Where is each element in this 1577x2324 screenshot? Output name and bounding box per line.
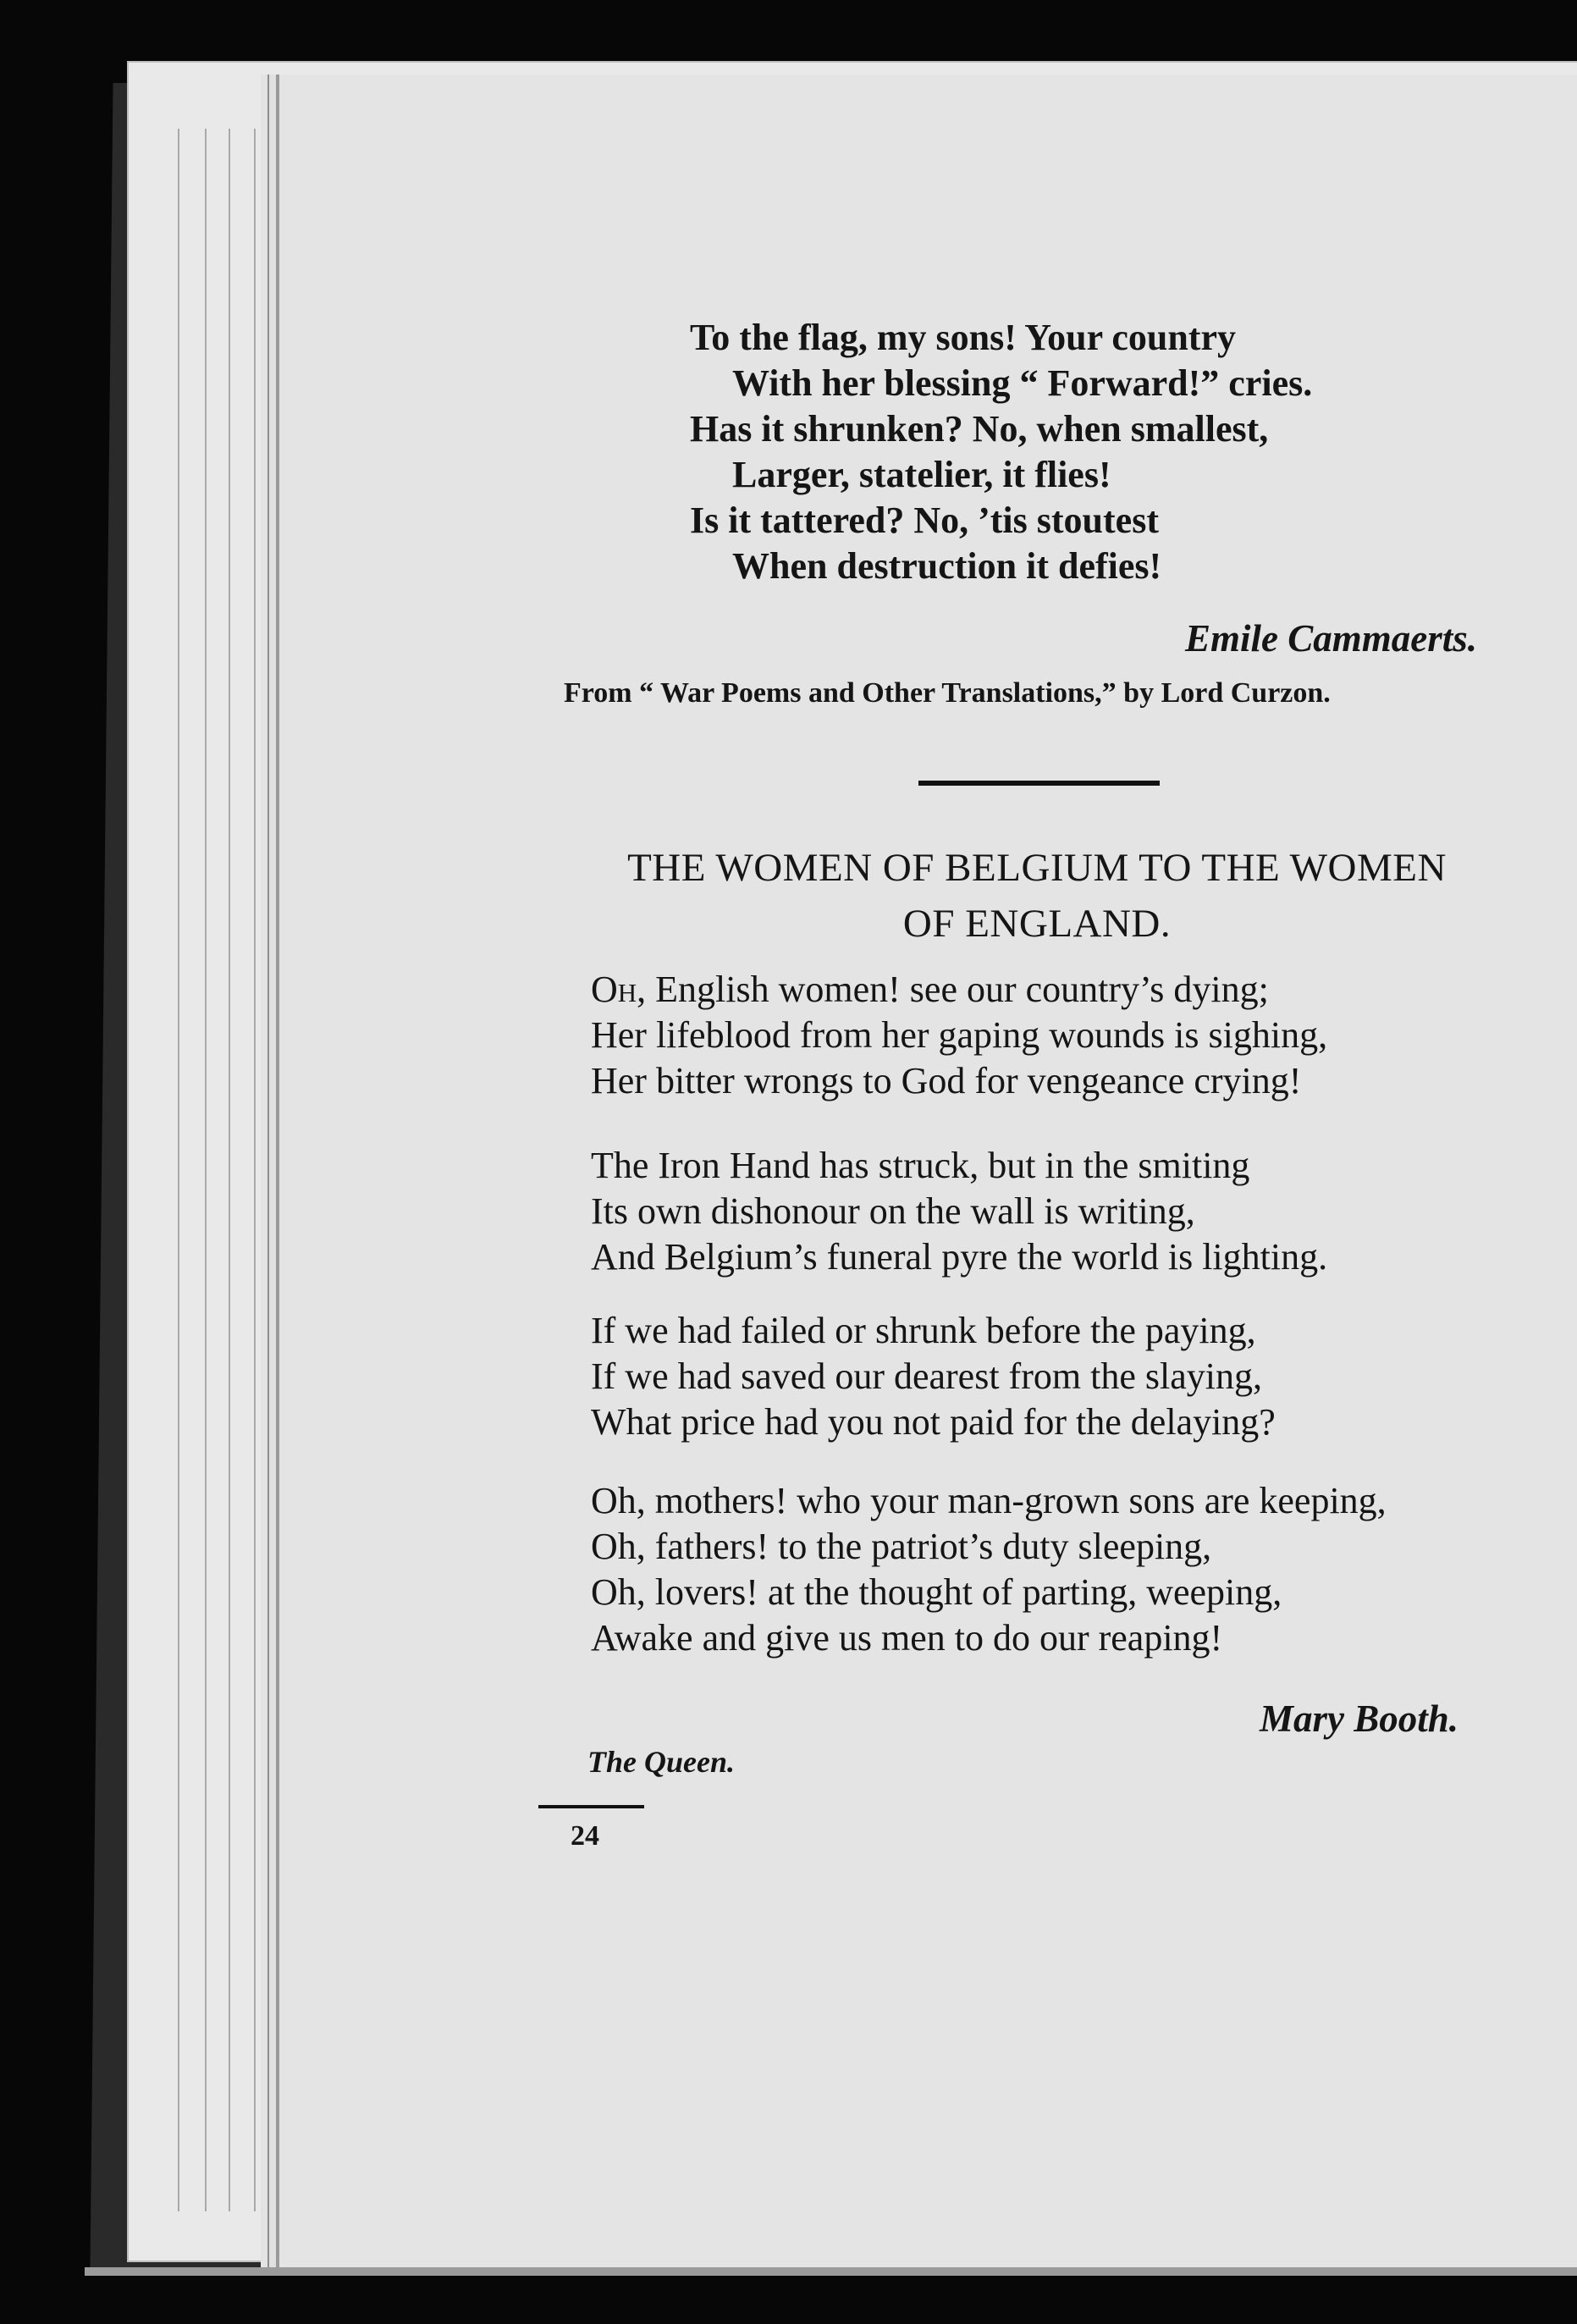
poem-line: Oh, mothers! who your man-grown sons are keeping, (591, 1480, 1387, 1521)
page-edge-line (178, 129, 179, 2211)
poem-line: Is it tattered? No, ’tis stoutest (690, 500, 1159, 541)
page-number: 24 (571, 1820, 599, 1852)
book-bottom-edge (85, 2267, 1577, 2276)
poem-line: Has it shrunken? No, when smallest, (690, 408, 1269, 450)
poem-title-line: OF ENGLAND. (902, 902, 1172, 946)
poem-line: Her lifeblood from her gaping wounds is sighing, (591, 1014, 1328, 1056)
poem-source: From “ War Poems and Other Translations,” by Lord Curzon. (564, 677, 1331, 709)
poem-line: With her blessing “ Forward!” cries. (732, 362, 1313, 404)
poem-line (591, 967, 1327, 1013)
page-edge-line (254, 129, 256, 2211)
poem-title-line: THE WOMEN OF BELGIUM TO THE WOMEN (627, 846, 1447, 890)
page-number-rule (538, 1805, 644, 1808)
poem-line: When destruction it defies! (732, 545, 1162, 587)
poem-line: And Belgium’s funeral pyre the world is lighting. (591, 1236, 1328, 1278)
drop-word: Oh (591, 969, 637, 1010)
poem-line: Oh, fathers! to the patriot’s duty sleeping, (591, 1526, 1212, 1567)
poem-line: Awake and give us men to do our reaping! (591, 1617, 1223, 1659)
poem-line: Its own dishonour on the wall is writing, (591, 1190, 1195, 1232)
poem-line: If we had failed or shrunk before the paying, (591, 1310, 1256, 1351)
stanza (591, 1143, 1327, 1280)
poem-line: Oh, lovers! at the thought of parting, weeping, (591, 1571, 1282, 1613)
poem-source: The Queen. (587, 1745, 735, 1779)
stanza (591, 1308, 1276, 1445)
poem-line-text: , English women! see our country’s dying; (637, 969, 1269, 1010)
page-edge-line (229, 129, 230, 2211)
poem-line: The Iron Hand has struck, but in the smiting (591, 1145, 1250, 1186)
poem-line: Larger, statelier, it flies! (732, 454, 1111, 495)
poem-author: Emile Cammaerts. (1184, 617, 1477, 660)
poem-line: What price had you not paid for the delaying? (591, 1401, 1276, 1443)
poem-title (559, 840, 1515, 952)
poem-fragment (690, 315, 1312, 589)
section-divider (918, 781, 1160, 786)
poem-author: Mary Booth. (1259, 1697, 1458, 1740)
poem-line: If we had saved our dearest from the slaying, (591, 1355, 1262, 1397)
stanza (591, 1478, 1387, 1661)
poem-line: To the flag, my sons! Your country (690, 317, 1236, 358)
page-edge-line (205, 129, 207, 2211)
poem-line: Her bitter wrongs to God for vengeance crying! (591, 1060, 1302, 1101)
stanza (591, 967, 1327, 1104)
